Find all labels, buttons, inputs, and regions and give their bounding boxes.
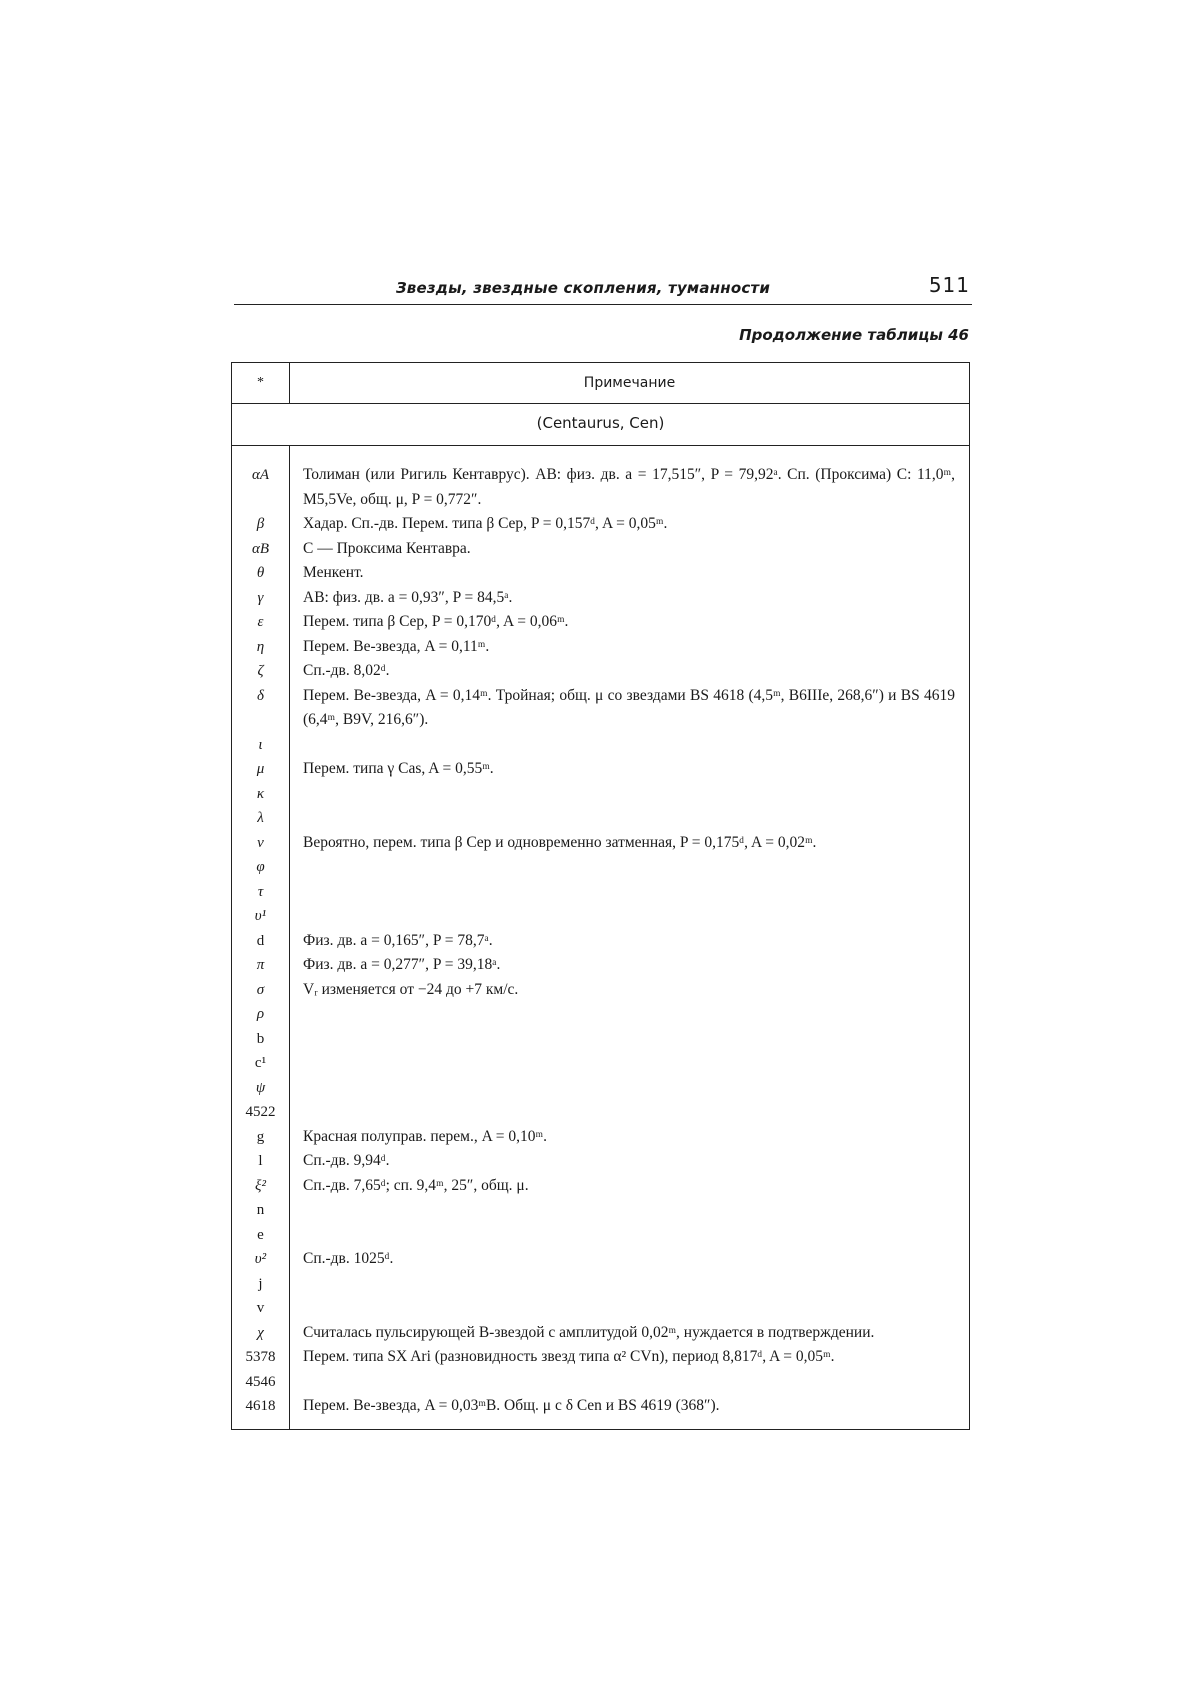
star-note: Перем. Be-звезда, A = 0,11ᵐ. [303, 637, 490, 655]
table-row [232, 1394, 969, 1419]
star-designation: φ [256, 859, 265, 875]
star-note [289, 855, 969, 880]
table-row [232, 1100, 969, 1125]
star-designation: c¹ [254, 1055, 267, 1071]
star-note: Считалась пульсирующей B-звездой с амплитудой 0,02ᵐ, нуждается в подтверждении. [303, 1323, 875, 1341]
star-note: Перем. типа γ Cas, A = 0,55ᵐ. [303, 760, 494, 777]
table-row [232, 463, 969, 512]
star-designation: ρ [256, 1006, 265, 1022]
star-designation: ε [257, 614, 264, 630]
table-row [232, 1125, 969, 1150]
constellation-section-title: (Centaurus, Cen) [232, 404, 969, 446]
star-designation: v [256, 1300, 265, 1316]
star-designation: ζ [257, 663, 264, 679]
star-note [289, 1027, 969, 1052]
star-designation: 4546 [245, 1373, 276, 1390]
star-note: Физ. дв. a = 0,277″, P = 39,18ᵃ. [303, 956, 501, 973]
star-note: Перем. типа SX Ari (разновидность звезд типа α² CVn), период 8,817ᵈ, A = 0,05ᵐ. [303, 1348, 835, 1365]
table-row [232, 1321, 969, 1346]
star-designation: υ¹ [254, 908, 267, 924]
table-continuation-label: Продолжение таблицы 46 [739, 326, 969, 344]
star-designation: d [256, 932, 265, 949]
star-note: Хадар. Сп.-дв. Перем. типа β Cep, P = 0,157ᵈ, A = 0,05ᵐ. [303, 515, 668, 532]
star-designation: 4618 [245, 1398, 276, 1414]
star-note [289, 880, 969, 905]
table-row [232, 1027, 969, 1052]
star-designation: g [256, 1128, 265, 1145]
star-designation: β [256, 516, 265, 532]
star-designation: σ [256, 981, 265, 998]
star-note: Перем. Be-звезда, A = 0,14ᵐ. Тройная; общ. μ со звездами BS 4618 (4,5ᵐ, B6IIIe, 268,6″) и BS 4619 (6,4ᵐ, B9V, 216,6″). [303, 686, 955, 728]
table-row [232, 1247, 969, 1272]
star-designation: δ [257, 687, 264, 704]
table-row [232, 1296, 969, 1321]
star-note: Вероятно, перем. типа β Cep и одновременно затменная, P = 0,175ᵈ, A = 0,02ᵐ. [303, 833, 817, 851]
table-row [232, 782, 969, 807]
table-row [232, 880, 969, 905]
star-designation: ν [257, 834, 264, 851]
star-note [289, 1370, 969, 1395]
table-body [232, 463, 969, 1419]
table-row [232, 1174, 969, 1199]
table-row [232, 733, 969, 758]
star-designation: αB [251, 540, 270, 557]
star-note: Сп.-дв. 1025ᵈ. [303, 1250, 394, 1267]
table-row [232, 904, 969, 929]
star-designation: ψ [255, 1079, 266, 1096]
page-number: 511 [928, 273, 970, 297]
star-note: Физ. дв. a = 0,165″, P = 78,7ᵃ. [303, 931, 493, 949]
star-note [289, 904, 969, 929]
star-note: С — Проксима Кентавра. [303, 539, 471, 557]
star-designation: θ [256, 565, 265, 581]
table-row [232, 1051, 969, 1076]
star-designation: γ [257, 589, 264, 606]
table-row [232, 635, 969, 660]
star-note [289, 1100, 969, 1125]
table-row [232, 855, 969, 880]
table-row [232, 757, 969, 782]
table-row [232, 1076, 969, 1101]
star-designation: b [256, 1030, 265, 1047]
table-row [232, 1345, 969, 1370]
star-designation: π [256, 957, 265, 973]
table-header-row [232, 363, 969, 404]
table-row [232, 684, 969, 733]
star-designation: η [256, 638, 265, 655]
running-head [234, 273, 972, 305]
star-note [289, 806, 969, 831]
star-note [289, 733, 969, 758]
table-row [232, 610, 969, 635]
table-row [232, 831, 969, 856]
table-row [232, 1370, 969, 1395]
star-note: Сп.-дв. 9,94ᵈ. [303, 1152, 390, 1169]
star-note: Красная полуправ. перем., A = 0,10ᵐ. [303, 1127, 547, 1145]
table-row [232, 1149, 969, 1174]
star-note [289, 1076, 969, 1101]
star-designation: τ [257, 883, 264, 900]
table-row [232, 1272, 969, 1297]
star-designation: ι [258, 736, 263, 753]
table-row [232, 659, 969, 684]
table-row [232, 512, 969, 537]
star-designation: ξ² [255, 1177, 266, 1194]
star-designation: κ [256, 785, 265, 802]
star-note: Сп.-дв. 8,02ᵈ. [303, 662, 390, 679]
star-note [289, 1198, 969, 1223]
star-note [289, 1223, 969, 1248]
star-note [289, 782, 969, 807]
star-note: Перем. типа β Cep, P = 0,170ᵈ, A = 0,06ᵐ. [303, 613, 569, 630]
table-row [232, 1198, 969, 1223]
column-header-note: Примечание [583, 375, 676, 391]
table-row [232, 586, 969, 611]
star-note: AB: физ. дв. a = 0,93″, P = 84,5ᵃ. [303, 588, 513, 606]
star-designation: 5378 [245, 1349, 276, 1365]
table-row [232, 806, 969, 831]
column-header-star: * [232, 363, 290, 403]
table-row [232, 953, 969, 978]
table-row [232, 978, 969, 1003]
star-designation: n [256, 1202, 265, 1218]
table-row [232, 929, 969, 954]
table-row [232, 1223, 969, 1248]
star-note: Перем. Be-звезда, A = 0,03ᵐB. Общ. μ с δ Cen и BS 4619 (368″). [303, 1397, 720, 1414]
star-note: Толиман (или Ригиль Кентаврус). AB: физ. дв. a = 17,515″, P = 79,92ᵃ. Сп. (Проксима) C: 11,0ᵐ, M5,5Ve, общ. μ, P = 0,772″. [303, 466, 955, 508]
star-note: Сп.-дв. 7,65ᵈ; сп. 9,4ᵐ, 25″, общ. μ. [303, 1176, 529, 1194]
star-note: Менкент. [303, 564, 364, 581]
table-row [232, 1002, 969, 1027]
star-designation: 4522 [245, 1104, 276, 1120]
star-designation: μ [256, 761, 265, 777]
star-note [289, 1296, 969, 1321]
star-note [289, 1272, 969, 1297]
star-designation: χ [257, 1324, 264, 1341]
star-notes-table [231, 362, 970, 1430]
table-row [232, 537, 969, 562]
star-designation: e [257, 1226, 264, 1243]
star-note [289, 1002, 969, 1027]
star-designation: υ² [254, 1251, 267, 1267]
star-designation: l [258, 1153, 263, 1169]
star-designation: j [258, 1275, 263, 1292]
star-note [289, 1051, 969, 1076]
star-designation: λ [257, 810, 264, 826]
star-note: Vᵣ изменяется от −24 до +7 км/с. [303, 980, 519, 998]
running-title: Звезды, звездные скопления, туманности [395, 279, 771, 297]
table-row [232, 561, 969, 586]
star-designation: αA [251, 467, 270, 483]
